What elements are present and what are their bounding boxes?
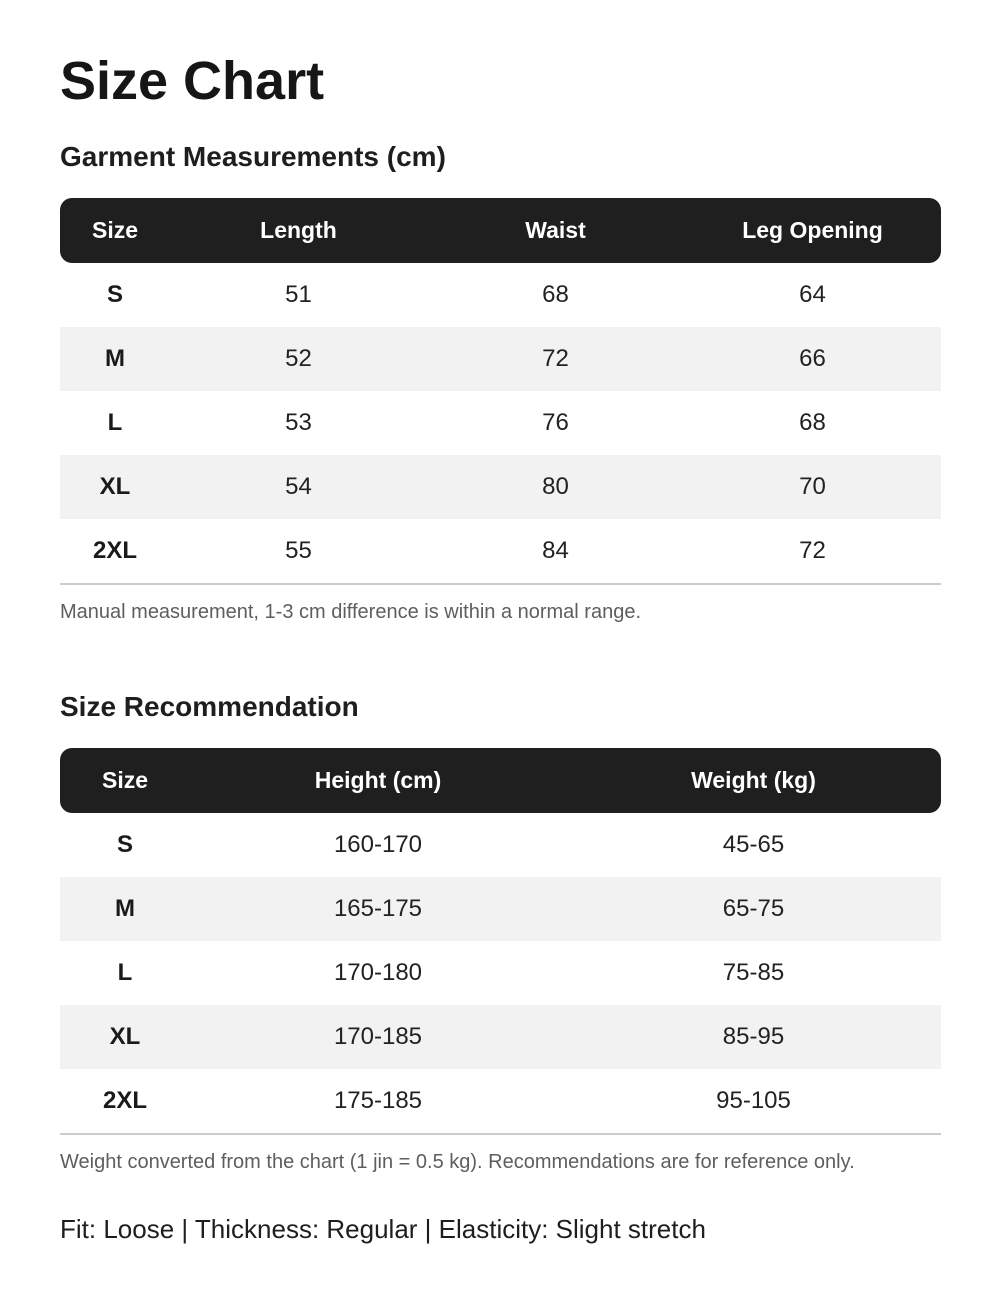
height-cell: 170-180 <box>333 959 423 986</box>
leg-opening-cell: 68 <box>799 409 826 436</box>
table-row <box>60 941 941 1005</box>
table-row <box>60 519 941 585</box>
column-header-length: Length <box>170 198 427 263</box>
table-header-row <box>60 198 941 263</box>
waist-cell: 68 <box>542 281 569 308</box>
table-row <box>60 455 941 519</box>
column-header-waist: Waist <box>427 198 684 263</box>
table-row <box>60 327 941 391</box>
fit-info: Fit: Loose | Thickness: Regular | Elasticity: Slight stretch <box>60 1214 706 1244</box>
weight-cell: 65-75 <box>566 877 941 941</box>
table-row <box>60 1069 941 1135</box>
garment-measurements-table <box>60 198 941 585</box>
size-recommendation-title: Size Recommendation <box>60 691 359 722</box>
table-row <box>60 391 941 455</box>
size-recommendation-table <box>60 748 941 1135</box>
height-cell: 175-185 <box>190 1069 566 1135</box>
size-cell: S <box>106 281 123 308</box>
column-header-leg-opening: Leg Opening <box>684 198 941 263</box>
length-cell: 52 <box>170 327 427 391</box>
column-header-height: Height (cm) <box>190 748 566 813</box>
size-cell: 2XL <box>60 519 170 585</box>
length-cell: 51 <box>285 281 312 308</box>
column-header-size: Size <box>60 198 170 263</box>
size-cell: M <box>60 877 190 941</box>
size-cell: XL <box>60 455 170 519</box>
height-cell: 165-175 <box>190 877 566 941</box>
waist-cell: 84 <box>427 519 684 585</box>
column-header-size: Size <box>60 748 190 813</box>
table-row <box>60 813 941 877</box>
weight-cell: 95-105 <box>566 1069 941 1135</box>
table-row <box>60 877 941 941</box>
size-cell: S <box>116 831 133 858</box>
length-cell: 55 <box>170 519 427 585</box>
height-cell: 160-170 <box>333 831 423 858</box>
column-header-weight: Weight (kg) <box>566 748 941 813</box>
garment-measurements-title: Garment Measurements (cm) <box>60 141 446 172</box>
weight-cell: 45-65 <box>722 831 785 858</box>
table-row <box>60 263 941 327</box>
page-title: Size Chart <box>60 51 325 111</box>
size-cell: L <box>107 409 123 436</box>
leg-opening-cell: 72 <box>684 519 941 585</box>
table-header-row <box>60 748 941 813</box>
length-cell: 54 <box>170 455 427 519</box>
table-row <box>60 1005 941 1069</box>
length-cell: 53 <box>285 409 312 436</box>
leg-opening-cell: 70 <box>684 455 941 519</box>
weight-cell: 75-85 <box>722 959 785 986</box>
size-cell: M <box>60 327 170 391</box>
size-cell: L <box>117 959 133 986</box>
recommendation-note: Weight converted from the chart (1 jin = 0.5 kg). Recommendations are for reference only. <box>60 1151 855 1173</box>
leg-opening-cell: 64 <box>799 281 826 308</box>
leg-opening-cell: 66 <box>684 327 941 391</box>
waist-cell: 80 <box>427 455 684 519</box>
waist-cell: 76 <box>542 409 569 436</box>
measurement-note: Manual measurement, 1-3 cm difference is within a normal range. <box>60 601 642 623</box>
size-cell: 2XL <box>60 1069 190 1135</box>
weight-cell: 85-95 <box>566 1005 941 1069</box>
size-cell: XL <box>60 1005 190 1069</box>
waist-cell: 72 <box>427 327 684 391</box>
height-cell: 170-185 <box>190 1005 566 1069</box>
